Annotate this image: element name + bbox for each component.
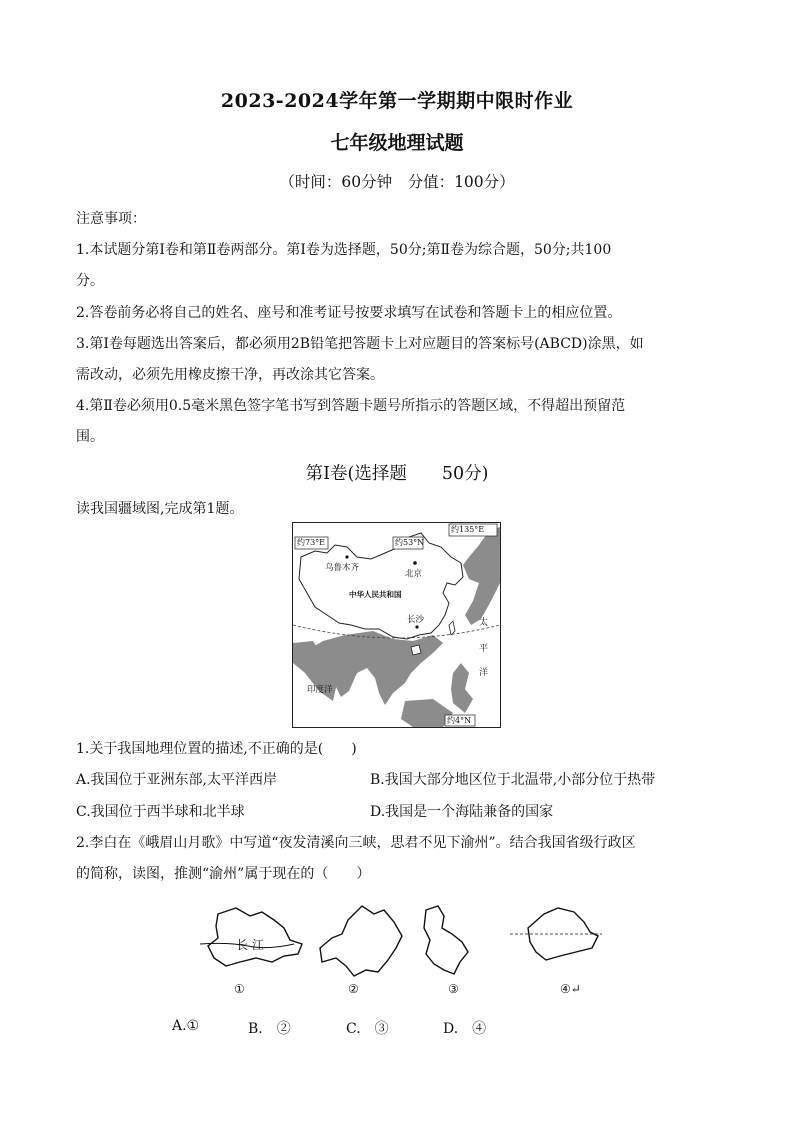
q1-option-d: D.我国是一个海陆兼备的国家 bbox=[370, 804, 554, 820]
label-73e: 约73°E bbox=[297, 538, 326, 547]
label-135e: 约135°E bbox=[451, 525, 485, 534]
label-urumqi: 乌鲁木齐 bbox=[325, 563, 360, 573]
note-3-cont: 需改动，必须先用橡皮擦干净，再改涂其它答案。 bbox=[76, 367, 384, 383]
question-intro: 读我国疆域图,完成第1题。 bbox=[76, 501, 244, 517]
note-3: 3.第Ⅰ卷每题选出答案后，都必须用2B铅笔把答题卡上对应题目的答案标号(ABCD)涂黑，如 bbox=[76, 336, 644, 352]
label-53n: 约53°N bbox=[395, 538, 425, 547]
q1-option-a: A.我国位于亚洲东部,太平洋西岸 bbox=[76, 772, 278, 788]
shape-label-1: ① bbox=[234, 982, 245, 996]
china-territory-map bbox=[292, 522, 501, 728]
note-2: 2.答卷前务必将自己的姓名、座号和准考证号按要求填写在试卷和答题卡上的相应位置。 bbox=[76, 305, 622, 321]
exam-subtitle: 七年级地理试题 bbox=[330, 132, 464, 154]
exam-title: 2023-2024学年第一学期期中限时作业 bbox=[220, 90, 574, 112]
label-country: 中华人民共和国 bbox=[349, 590, 402, 599]
label-4n: 约4°N bbox=[447, 716, 472, 725]
q1-option-c: C.我国位于西半球和北半球 bbox=[76, 804, 245, 820]
label-pacific-1: 太 bbox=[479, 618, 489, 628]
q1-stem: 1.关于我国地理位置的描述,不正确的是( ) bbox=[76, 741, 357, 757]
note-1-cont: 分。 bbox=[76, 273, 104, 289]
river-label: 长 江 bbox=[236, 938, 264, 952]
note-4-cont: 围。 bbox=[76, 429, 104, 445]
label-pacific-3: 洋 bbox=[479, 668, 489, 678]
province-shape-2 bbox=[320, 906, 402, 976]
q1-option-b: B.我国大部分地区位于北温带,小部分位于热带 bbox=[370, 772, 656, 788]
label-beijing: 北京 bbox=[405, 569, 423, 579]
notes-heading: 注意事项： bbox=[76, 211, 146, 227]
shape-label-4: ④↵ bbox=[560, 982, 581, 996]
province-shapes bbox=[198, 900, 608, 1010]
q2-option-a: A.① bbox=[172, 1018, 200, 1034]
q2-option-d: D. ④ bbox=[443, 1021, 487, 1037]
label-indian-ocean: 印度洋 bbox=[307, 685, 333, 695]
label-changsha: 长沙 bbox=[407, 615, 425, 625]
q2-option-b: B. ② bbox=[248, 1021, 291, 1037]
note-4: 4.第Ⅱ卷必须用0.5毫米黑色签字笔书写到答题卡题号所指示的答题区域，不得超出预留范 bbox=[76, 398, 626, 414]
changsha-dot bbox=[415, 625, 418, 628]
urumqi-dot bbox=[345, 555, 348, 558]
beijing-dot bbox=[413, 561, 417, 565]
shape-label-3: ③ bbox=[448, 982, 459, 996]
shape-label-2: ② bbox=[348, 982, 359, 996]
time-info: （时间：60分钟 分值：100分） bbox=[279, 173, 515, 191]
q2-stem: 2.李白在《峨眉山月歌》中写道“夜发清溪向三峡，思君不见下渝州”。结合我国省级行政区 bbox=[76, 835, 636, 851]
q2-option-c: C. ③ bbox=[346, 1021, 389, 1037]
section-title: 第Ⅰ卷(选择题 50分) bbox=[305, 464, 489, 484]
q2-stem-cont: 的简称，读图，推测“渝州”属于现在的（ ） bbox=[76, 866, 371, 882]
hainan-island bbox=[411, 645, 421, 655]
province-shape-3 bbox=[424, 906, 468, 974]
label-pacific-2: 平 bbox=[479, 644, 489, 654]
note-1: 1.本试题分第Ⅰ卷和第Ⅱ卷两部分。第Ⅰ卷为选择题，50分;第Ⅱ卷为综合题，50分;共100 bbox=[76, 242, 612, 258]
